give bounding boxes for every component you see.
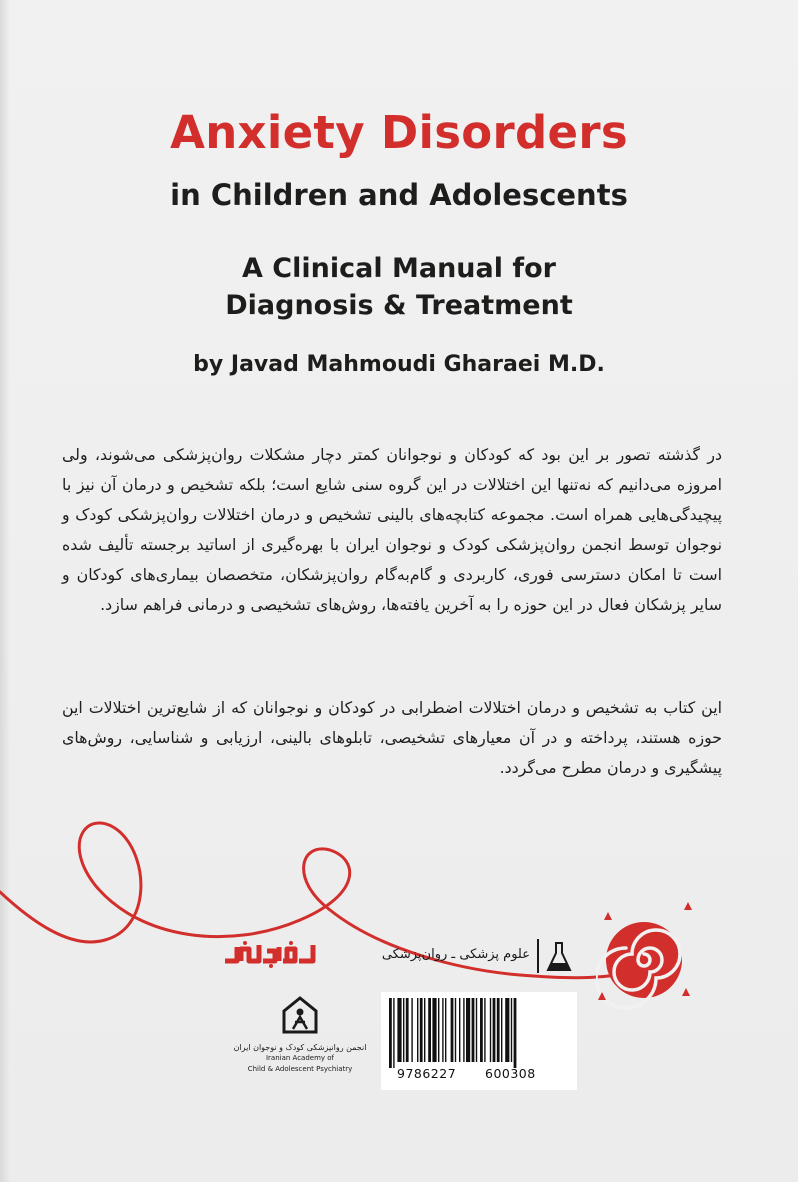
spiral-emblem	[596, 900, 696, 1010]
category-tag	[370, 937, 578, 975]
blurb-paragraph-1: در گذشته تصور بر این بود که کودکان و نوجوانان کمتر دچار مشکلات روان‌پزشکی می‌شوند، ولی امروزه می‌دانیم که نه‌تنها این اختلالات در این گروه سنی شایع است؛ بلکه تشخیص و درمان آن نیز با پیچیدگی‌هایی همراه است. مجموعه کتابچه‌های بالینی تشخیص و درمان اختلالات روان‌پزشکی کودک و نوجوان توسط انجمن روان‌پزشکی کودک و نوجوان ایران با بهره‌گیری از اساتید برجسته تألیف شده است تا امکان دسترسی فوری، کاربردی و گام‌به‌گام روان‌پزشکان، متخصصان بیماری‌های کودکان و سایر پزشکان فعال در این حوزه را به آخرین یافته‌ها، روش‌های تشخیصی و درمانی فراهم سازد.	[62, 445, 722, 614]
barcode-bar	[424, 998, 425, 1062]
category-divider	[537, 939, 539, 973]
barcode-bar	[511, 998, 512, 1062]
barcode-bar	[472, 998, 475, 1062]
barcode-bar	[411, 998, 412, 1062]
book-title: Anxiety Disorders	[170, 106, 628, 159]
book-subtitle: in Children and Adolescents	[170, 178, 628, 212]
barcode-bar	[505, 998, 509, 1062]
barcode-bar	[417, 998, 418, 1062]
author-line: by Javad Mahmoudi Gharaei M.D.	[193, 352, 605, 377]
barcode-bar	[476, 998, 477, 1062]
barcode-bar	[493, 998, 496, 1062]
category-label: علوم پزشکی ـ روان‌پزشکی	[381, 947, 530, 962]
barcode-bar	[438, 998, 439, 1062]
blurb-paragraph-2: این کتاب به تشخیص و درمان اختلالات اضطرابی در کودکان و نوجوانان که از شایع‌ترین اختلالات این حوزه هستند، پرداخته و در آن معیارهای تشخیصی، تابلوهای بالینی، ارزیابی و شناسایی، روش‌های پیشگیری و درمان مطرح می‌گردد.	[62, 698, 722, 777]
barcode-bar	[442, 998, 443, 1062]
academy-house-icon	[281, 995, 319, 1035]
isbn-barcode	[381, 992, 577, 1090]
barcode-bar	[480, 998, 483, 1062]
barcode-bar	[432, 998, 436, 1062]
manual-line-2: Diagnosis & Treatment	[225, 290, 573, 321]
barcode-bar	[497, 998, 500, 1062]
barcode-bar	[397, 998, 401, 1062]
barcode-bars	[387, 998, 571, 1068]
barcode-right-digits: 600308	[485, 1066, 536, 1081]
barcode-bar	[501, 998, 502, 1062]
barcode-bar	[428, 998, 431, 1062]
barcode-bar	[389, 998, 392, 1068]
barcode-bar	[459, 998, 460, 1062]
academy-name-en-1: Iranian Academy of	[265, 1054, 335, 1062]
barcode-bar	[445, 998, 446, 1062]
flask-icon	[546, 941, 572, 973]
academy-logo-block	[230, 995, 370, 1074]
academy-name-en-2: Child & Adolescent Psychiatry	[247, 1065, 353, 1073]
barcode-bar	[484, 998, 485, 1062]
barcode-bar	[455, 998, 456, 1062]
barcode-bar	[403, 998, 404, 1062]
barcode-bar	[514, 998, 517, 1068]
barcode-bar	[393, 998, 394, 1068]
barcode-bar	[406, 998, 409, 1062]
publisher-logo	[221, 939, 317, 969]
barcode-bar	[490, 998, 491, 1062]
manual-line-1: A Clinical Manual for	[242, 253, 556, 284]
academy-name-fa: انجمن روانپزشکی کودک و نوجوان ایران	[233, 1043, 367, 1052]
barcode-bar	[451, 998, 454, 1062]
barcode-left-digits: 9786227	[397, 1066, 457, 1081]
barcode-bar	[466, 998, 470, 1062]
barcode-bar	[420, 998, 423, 1062]
barcode-bar	[463, 998, 464, 1062]
